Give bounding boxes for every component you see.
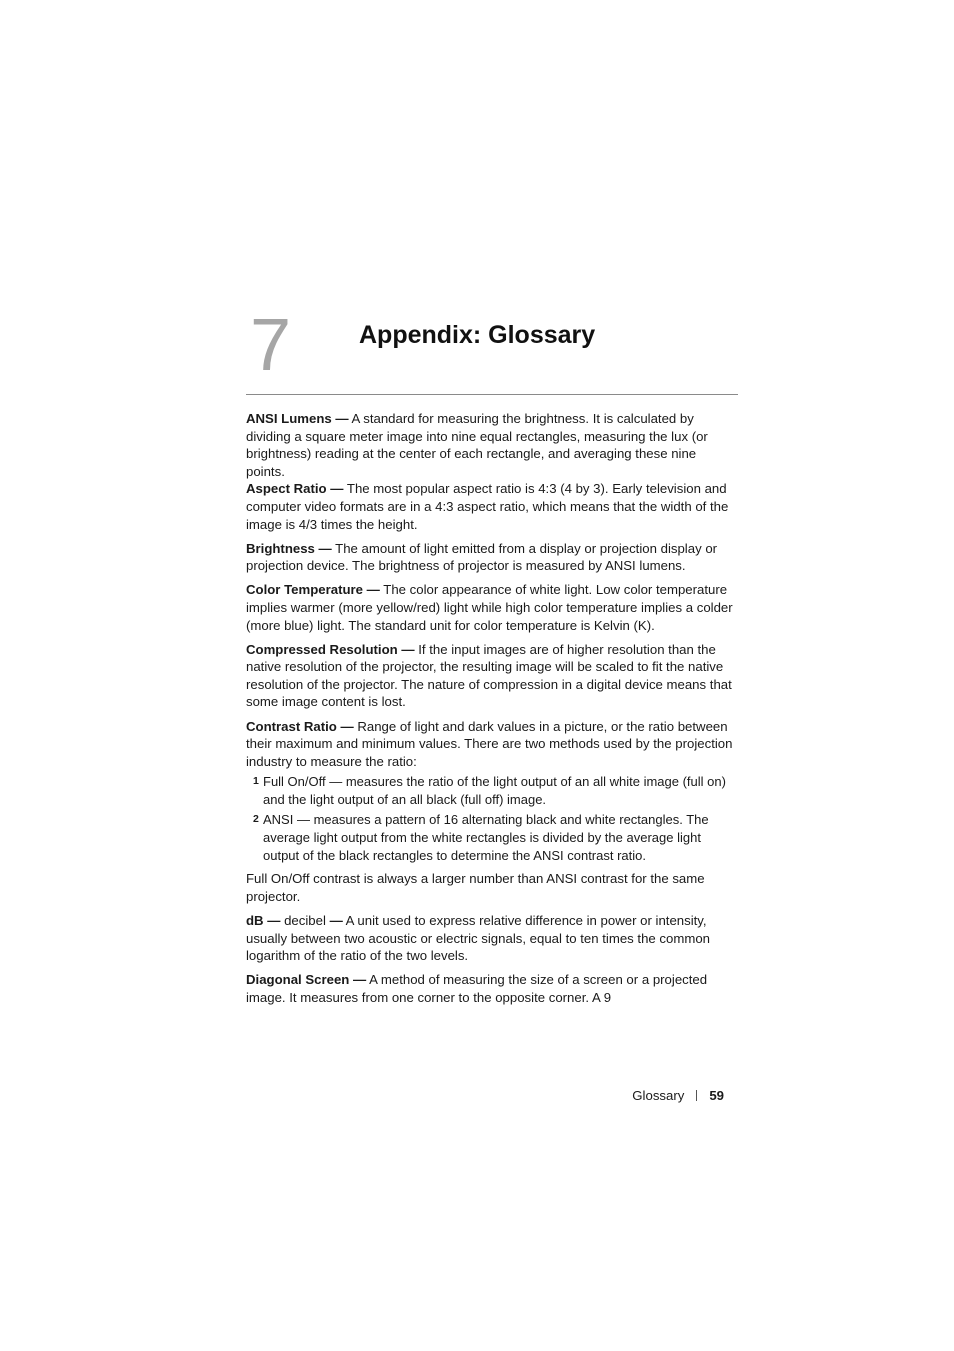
glossary-term: dB — <box>246 912 281 928</box>
glossary-entry-diagonal-screen <box>246 971 738 1006</box>
glossary-term: Brightness — <box>246 540 332 556</box>
list-number: 1 <box>253 775 259 788</box>
glossary-entry-aspect-ratio <box>246 480 738 533</box>
chapter-title: Appendix: Glossary <box>359 321 596 349</box>
contrast-methods-list <box>246 773 738 864</box>
glossary-term: Color Temperature — <box>246 582 380 598</box>
glossary-dash: — <box>329 912 343 928</box>
page-footer <box>632 1088 724 1103</box>
glossary-definition: A unit used to express relative difference in power or intensity, usually between two acoustic or electric signals, equal to ten times the common logarithm of the ratio of the two levels. <box>246 912 710 964</box>
glossary-term: ANSI Lumens — <box>246 411 349 426</box>
glossary-term: Compressed Resolution — <box>246 641 415 657</box>
glossary-entry-db <box>246 912 738 965</box>
glossary-entry-compressed-resolution <box>246 641 738 711</box>
list-number: 2 <box>253 813 259 826</box>
glossary-definition: If the input images are of higher resolution than the native resolution of the projector, the resulting image will be scaled to fit the native resolution of the projector. The nature of compression in a digital device means that some image content is lost. <box>246 641 732 710</box>
footer-separator <box>696 1090 697 1101</box>
glossary-entry-color-temperature <box>246 581 738 634</box>
contrast-note: Full On/Off contrast is always a larger number than ANSI contrast for the same projector. <box>246 871 705 904</box>
glossary-entry-contrast-ratio <box>246 718 738 771</box>
list-text: ANSI — measures a pattern of 16 alternating black and white rectangles. The average light output from the white rectangles is divided by the average light output of the black rectangles to determine the ANSI contrast ratio. <box>263 812 709 863</box>
glossary-entry-ansi-lumens <box>246 410 738 480</box>
list-item <box>246 773 738 808</box>
glossary-definition: A standard for measuring the brightness. It is calculated by dividing a square meter image into nine equal rectangles, measuring the lux (or brightness) reading at the center of each rectangle, and averaging these nine points. <box>246 411 708 479</box>
glossary-body <box>246 410 738 1013</box>
glossary-definition: The amount of light emitted from a display or projection display or projection device. The brightness of projector is measured by ANSI lumens. <box>246 540 718 574</box>
list-text: Full On/Off — measures the ratio of the light output of an all white image (full on) and the light output of an all black (full off) image. <box>263 774 726 807</box>
glossary-term: Aspect Ratio — <box>246 481 344 497</box>
list-item <box>246 811 738 864</box>
glossary-term: Diagonal Screen — <box>246 972 367 988</box>
footer-section: Glossary <box>632 1088 685 1103</box>
title-divider <box>246 394 738 395</box>
page-number: 59 <box>709 1088 724 1103</box>
glossary-definition: Range of light and dark values in a picture, or the ratio between their maximum and minimum values. There are two methods used by the projection industry to measure the ratio: <box>246 718 733 769</box>
glossary-term: Contrast Ratio — <box>246 718 354 734</box>
glossary-definition: The color appearance of white light. Low color temperature implies warmer (more yellow/red) light while high color temperature implies a colder (more blue) light. The standard unit for color temperature is Kelvin (K). <box>246 582 733 633</box>
glossary-definition: The most popular aspect ratio is 4:3 (4 by 3). Early television and computer video formats are in a 4:3 aspect ratio, which means that the width of the image is 4/3 times the height. <box>246 481 729 532</box>
glossary-definition: A method of measuring the size of a screen or a projected image. It measures from one corner to the opposite corner. A 9 <box>246 972 708 1005</box>
glossary-entry-brightness <box>246 540 738 575</box>
glossary-definition: decibel <box>280 912 330 928</box>
chapter-number: 7 <box>250 303 292 386</box>
